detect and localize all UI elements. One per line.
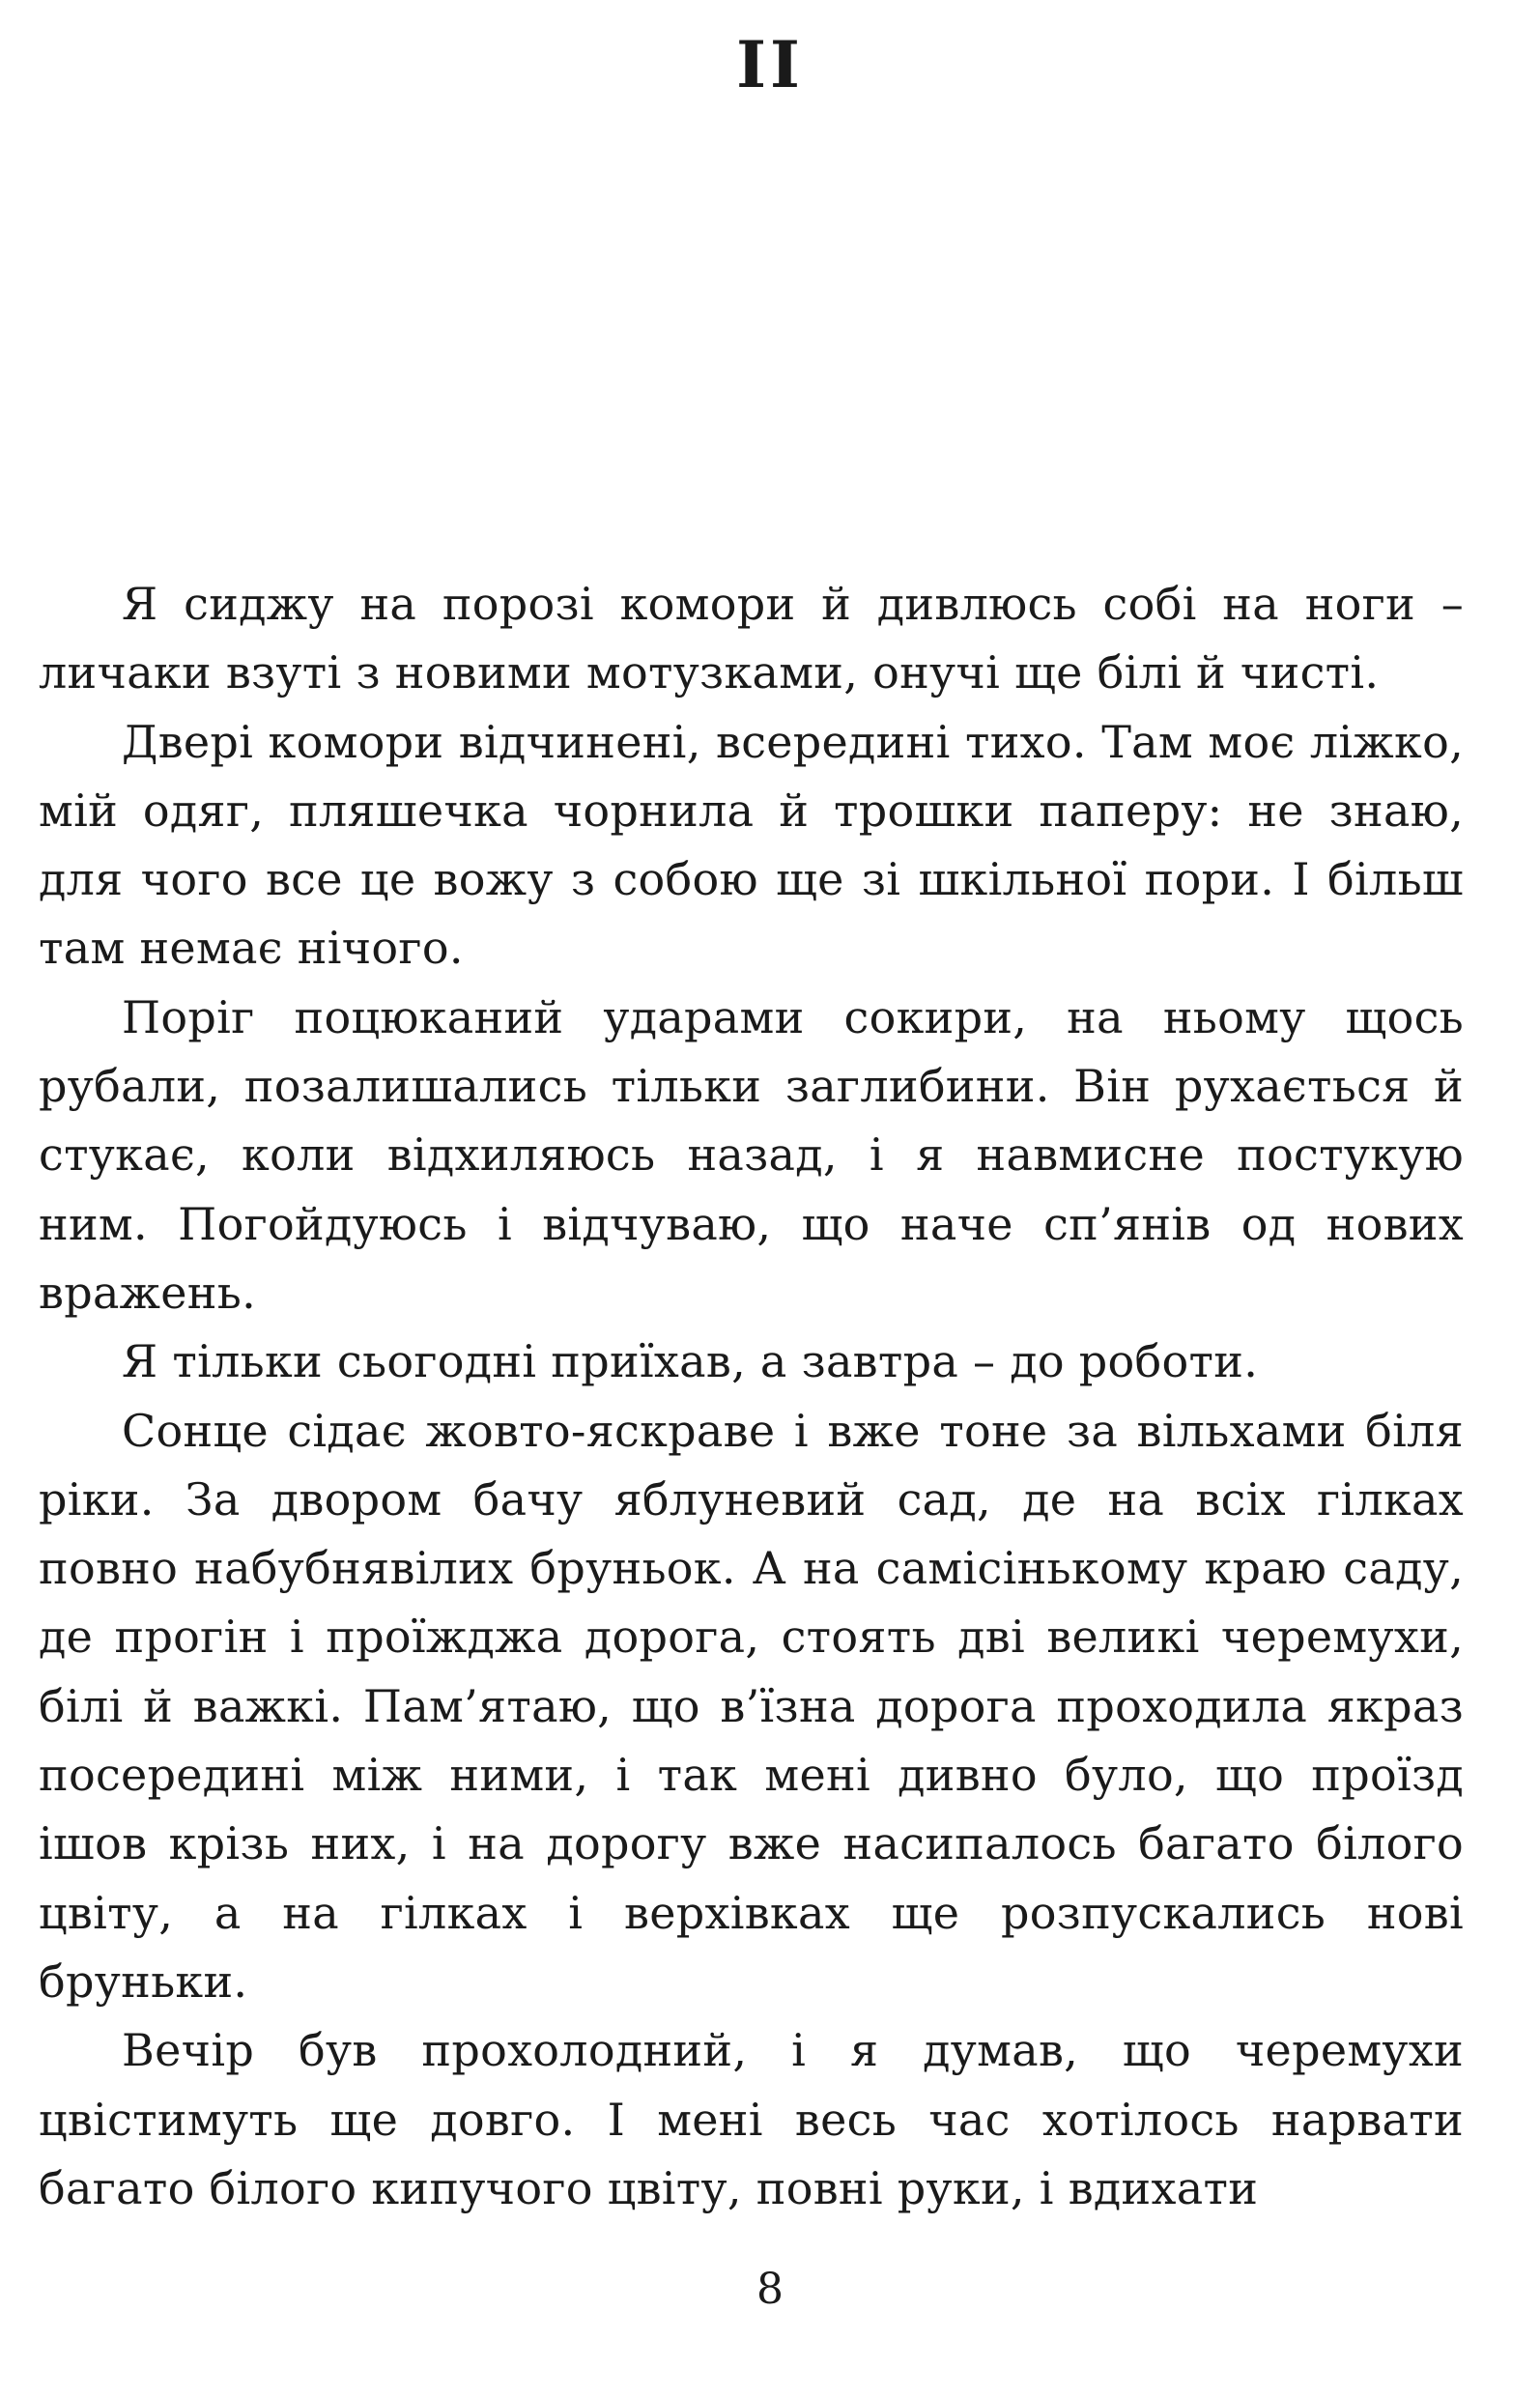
paragraph: Двері комори відчинені, всередині тихо. Там моє ліжко, мій одяг, пляшечка чорнила й трошки паперу: не знаю, для чого все це вожу з собою ще зі шкільної пори. І більш там немає нічого. — [39, 715, 1464, 975]
page-number: 8 — [756, 2265, 784, 2314]
body-text — [39, 570, 1464, 2223]
paragraph: Я тільки сьогодні приїхав, а завтра – до роботи. — [122, 1335, 1259, 1388]
chapter-title: II — [736, 27, 804, 102]
paragraph: Я сиджу на порозі комори й дивлюсь собі на ноги – личаки взуті з новими мотузками, онучі ще білі й чисті. — [39, 578, 1464, 699]
paragraph: Сонце сідає жовто-яскраве і вже тоне за вільхами біля ріки. За двором бачу яблуневий сад, де на всіх гілках повно набубнявілих бруньок. А на самісінькому краю саду, де прогін і проїжджа дорога, стоять дві великі черемухи, білі й важкі. Пам’ятаю, що в’їзна дорога проходила якраз посередині між ними, і так мені дивно було, що проїзд ішов крізь них, і на дорогу вже насипалось багато білого цвіту, а на гілках і верхівках ще розпускались нові бруньки. — [39, 1404, 1464, 2008]
paragraph: Поріг поцюканий ударами сокири, на ньому щось рубали, позалишались тільки заглибини. Він рухається й стукає, коли відхиляюсь назад, і я навмисне постукую ним. Погойдуюсь і відчуваю, що наче сп’янів од нових вражень. — [39, 990, 1464, 1319]
paragraph: Вечір був прохолодний, і я думав, що черемухи цвістимуть ще довго. І мені весь час хотілось нарвати багато білого кипучого цвіту, повні руки, і вдихати — [39, 2024, 1464, 2214]
